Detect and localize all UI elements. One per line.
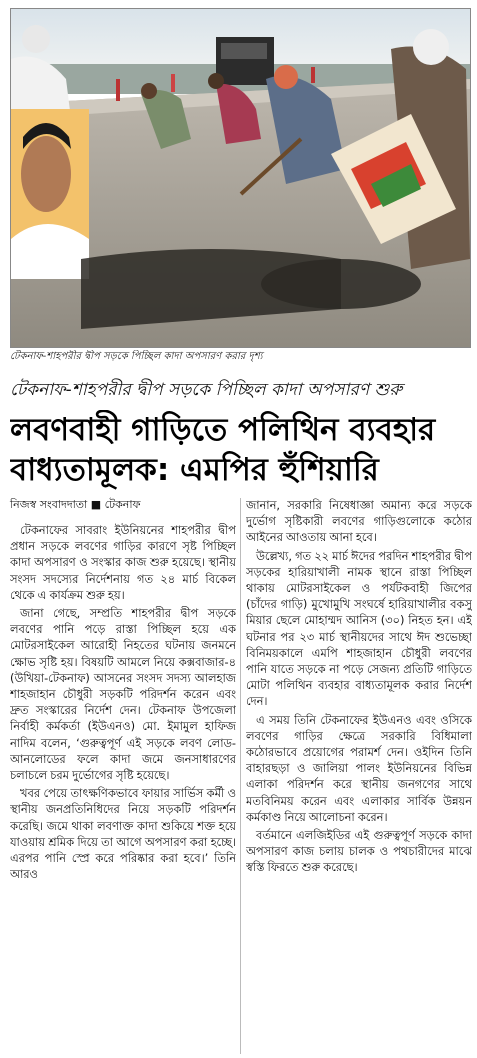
paragraph: বর্তমানে এলজিইডির এই গুরুত্বপূর্ণ সড়কে কাদা অপসারণ কাজ চলায় চালক ও পথচারীদের মাঝে স্বস্তি ফিরতে শুরু করেছে। <box>246 828 472 875</box>
article-headline <box>10 410 469 490</box>
road-cleaning-photo <box>11 9 470 347</box>
article-column-left <box>10 522 236 1056</box>
byline: নিজস্ব সংবাদদাতা ■ টেকনাফ <box>10 498 141 511</box>
paragraph: জানান, সরকারি নিষেধাজ্ঞা অমান্য করে সড়কে দুর্ভোগ সৃষ্টিকারী লবণের গাড়িগুলোকে কঠোর আইনের আওতায় আনা হবে। <box>246 498 472 545</box>
article-kicker: টেকনাফ-শাহপরীর দ্বীপ সড়কে পিচ্ছিল কাদা অপসারণ শুরু <box>10 380 403 400</box>
paragraph: খবর পেয়ে তাৎক্ষণিকভাবে ফায়ার সার্ভিস কর্মী ও স্থানীয় জনপ্রতিনিধিদের নিয়ে সড়কটি পরিদর্শন করেছি। জমে থাকা লবণাক্ত কাদা শুকিয়ে শক্ত হয়ে যাওয়ায় শ্রমিক দিয়ে তা আগে অপসারণ করা হচ্ছে। এরপর পানি স্প্রে করে পরিষ্কার করা হবে।’ তিনি আরও <box>10 786 236 882</box>
paragraph: টেকনাফের সাবরাং ইউনিয়নের শাহপরীর দ্বীপ প্রধান সড়কে লবণের গাড়ির কারণে সৃষ্ট পিচ্ছিল কাদা অপসারণ ও সংস্কার কাজ শুরু হয়েছে। স্থানীয় সংসদ সদস্যের নির্দেশনায় গত ২৪ মার্চ বিকেল থেকে এ কার্যক্রম শুরু হয়। <box>10 523 236 602</box>
paragraph: উল্লেখ্য, গত ২২ মার্চ ঈদের পরদিন শাহপরীর দ্বীপ সড়কের হারিয়াখালী নামক স্থানে রাস্তা পিচ্ছিল থাকায় মোটরসাইকেল ও পর্যটকবাহী জিপের (চাঁদের গাড়ি) মুখোমুখি সংঘর্ষে হারিয়াখালীর বকসু মিয়ার ছেলে মোহাম্মদ আনিস (৩০) নিহত হন। এই ঘটনার পর ২৩ মার্চ স্থানীয়দের সাথে ঈদ শুভেচ্ছা বিনিময়কালে এমপি শাহজাহান চৌধুরী লবণের পানি যাতে সড়কে না পড়ে সেজন্য প্রতিটি গাড়িতে মোটা পলিথিন ব্যবহার বাধ্যতামূলক করার নির্দেশ দেন। <box>246 548 472 709</box>
headline-line-2: বাধ্যতামূলক: এমপির হুঁশিয়ারি <box>10 452 379 488</box>
paragraph: জানা গেছে, সম্প্রতি শাহপরীর দ্বীপ সড়কে লবণের পানি পড়ে রাস্তা পিচ্ছিল হয়ে এক মোটরসাইকেল আরোহী নিহতের ঘটনায় জনমনে ক্ষোভ সৃষ্টি হয়। বিষয়টি আমলে নিয়ে কক্সবাজার-৪ (উখিয়া-টেকনাফ) আসনের সংসদ সদস্য আলহাজ শাহজাহান চৌধুরী সড়কটি পরিদর্শন করেন এবং দ্রুত সংস্কারের নির্দেশ দেন। টেকনাফ উপজেলা নির্বাহী কর্মকর্তা (ইউএনও) মো. ইমামুল হাফিজ নাদিম বলেন, ‘গুরুত্বপূর্ণ এই সড়কে লবণ লোড-আনলোডের ফলে কাদা জমে জনসাধারণের চলাচলে চরম দুর্ভোগের সৃষ্টি হয়েছে। <box>10 606 236 783</box>
headline-line-1: লবণবাহী গাড়িতে পলিথিন ব্যবহার <box>10 412 436 448</box>
column-divider <box>240 498 241 1054</box>
photo-caption: টেকনাফ-শাহপরীর দ্বীপ সড়কে পিচ্ছিল কাদা অপসারণ করার দৃশ্য <box>10 351 263 362</box>
paragraph: এ সময় তিনি টেকনাফের ইউএনও এবং ওসিকে লবণের গাড়ির ক্ষেত্রে সরকারি বিধিমালা কঠোরভাবে প্রয়োগের পরামর্শ দেন। ওইদিন তিনি বাহারছড়া ও জালিয়া পালং ইউনিয়নের বিভিন্ন এলাকা পরিদর্শন করে স্থানীয় জনগণের সাথে মতবিনিময় করেন এবং এলাকার সার্বিক উন্নয়ন কর্মকাণ্ড নিয়ে আলোচনা করেন। <box>246 712 472 824</box>
article-column-right <box>246 497 472 1057</box>
news-photo <box>10 8 471 348</box>
